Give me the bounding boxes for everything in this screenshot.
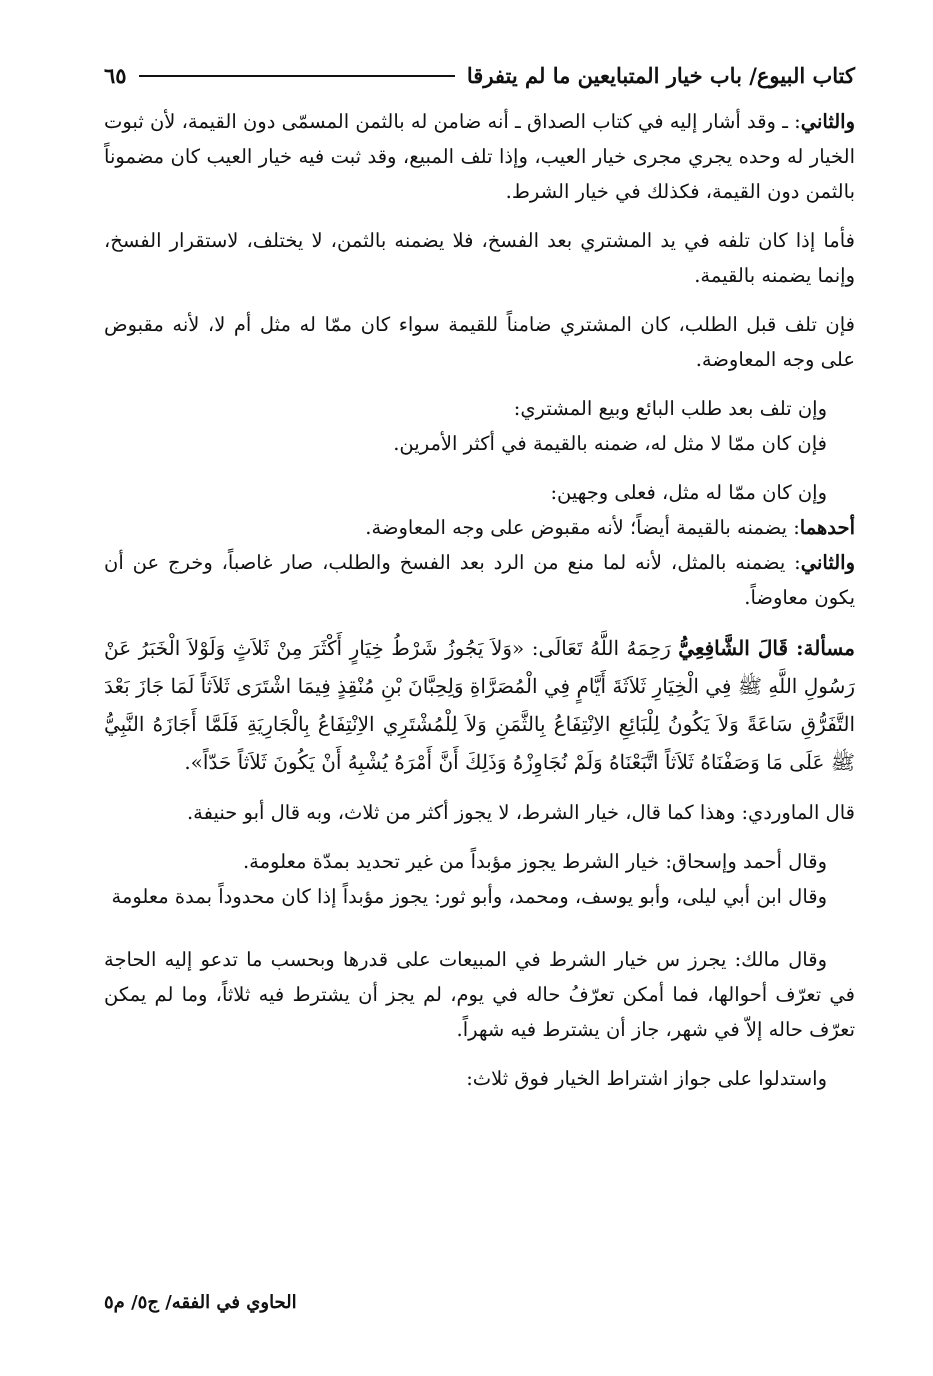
paragraph-4-line-1: وإن تلف بعد طلب البائع وبيع المشتري: [513, 397, 827, 420]
masala-paragraph [104, 629, 855, 781]
paragraph-2: فأما إذا كان تلفه في يد المشتري بعد الفسخ، فلا يضمنه بالثمن، لا يختلف، لاستقرار الفسخ، وإنما يضمنه بالقيمة. [104, 229, 855, 287]
footer-signature: الحاوي في الفقه/ ج٥/ م٥ [104, 1292, 297, 1313]
spacer [104, 928, 855, 942]
paragraph-5-line-1: وإن كان ممّا له مثل، فعلى وجهين: [550, 481, 827, 504]
header-title: كتاب البيوع/ باب خيار المتبايعين ما لم يتفرقا [466, 63, 855, 88]
paragraph-9: وقال مالك: يجرز س خيار الشرط في المبيعات على قدرها وبحسب ما تدعو إليه الحاجة في تعرّف أحوالها، فما أمكن تعرّفُ حاله في يوم، لم يجز أن يشترط فيه ثلاثاً، وما لم يمكن تعرّف حاله إلاّ في شهر، جاز أن يشترط فيه شهراً. [104, 948, 855, 1041]
header-rule [139, 75, 455, 77]
paragraph-7: قال الماوردي: وهذا كما قال، خيار الشرط، لا يجوز أكثر من ثلاث، وبه قال أبو حنيفة. [186, 801, 855, 824]
paragraph-4-line-2: فإن كان ممّا لا مثل له، ضمنه بالقيمة في أكثر الأمرين. [393, 432, 827, 455]
paragraph-10: واستدلوا على جواز اشتراط الخيار فوق ثلاث: [466, 1067, 827, 1090]
paragraph-1 [104, 104, 855, 209]
paragraph-5-line-3 [104, 545, 855, 615]
paragraph-5-label-2: أحدهما [799, 516, 855, 539]
page-body [104, 104, 855, 1096]
masala-label: مسألة: قَالَ الشَّافِعِيُّ [678, 636, 855, 660]
paragraph-5-label-3: والثاني [800, 551, 855, 574]
paragraph-8-line-1: وقال أحمد وإسحاق: خيار الشرط يجوز مؤبداً من غير تحديد بمدّة معلومة. [242, 850, 827, 873]
masala-text: رَحِمَهُ اللَّهُ تَعَالَى: «وَلاَ يَجُوزُ شَرْطُ خِيَارٍ أَكْثَرَ مِنْ ثَلاَثٍ وَلَوْلاَ الْخَبَرُ عَنْ رَسُولِ اللَّهِ ﷺ فِي الْخِيَارِ ثَلاَثَةَ أَيَّامٍ فِي الْمُصَرَّاةِ وَلِحِبَّانَ بْنِ مُنْقِذٍ فِيمَا اشْتَرَى ثَلاَثاً لَمَا جَازَ بَعْدَ التَّفَرُّقِ سَاعَةً وَلاَ يَكُونُ لِلْبَائِعِ الاِنْتِفَاعُ بِالثَّمَنِ وَلاَ لِلْمُشْتَرِي الاِنْتِفَاعُ بِالْجَارِيَةِ فَلَمَّا أَجَازَهُ النَّبِيُّ ﷺ عَلَى مَا وَصَفْنَاهُ ثَلاَثاً اتَّبَعْنَاهُ وَلَمْ نُجَاوِزْهُ وَذَلِكَ أَنَّ أَمْرَهُ يُشْبِهُ أَنْ يَكُونَ ثَلاَثاً حَدّاً». [104, 636, 855, 774]
paragraph-5-line-2 [104, 510, 855, 545]
page-number: ٦٥ [104, 63, 127, 88]
paragraph-8-line-2: وقال ابن أبي ليلى، وأبو يوسف، ومحمد، وأبو ثور: يجوز مؤبداً إذا كان محدوداً بمدة معلومة [111, 885, 827, 908]
running-header [104, 56, 855, 96]
paragraph-1-label: والثاني [800, 110, 855, 133]
paragraph-5-text-2: : يضمنه بالقيمة أيضاً؛ لأنه مقبوض على وجه المعاوضة. [365, 516, 800, 539]
paragraph-1-text: : ـ وقد أشار إليه في كتاب الصداق ـ أنه ضامن له بالثمن المسمّى دون القيمة، لأن ثبوت الخيار له وحده يجري مجرى خيار العيب، وإذا تلف المبيع، وقد ثبت فيه خيار العيب كان مضموناً بالثمن دون القيمة، فكذلك في خيار الشرط. [104, 110, 855, 203]
paragraph-3: فإن تلف قبل الطلب، كان المشتري ضامناً للقيمة سواء كان ممّا له مثل أم لا، لأنه مقبوض على وجه المعاوضة. [104, 313, 855, 371]
paragraph-5-text-3: : يضمنه بالمثل، لأنه لما منع من الرد بعد الفسخ والطلب، صار غاصباً، وخرج عن أن يكون معاوضاً. [104, 551, 855, 609]
